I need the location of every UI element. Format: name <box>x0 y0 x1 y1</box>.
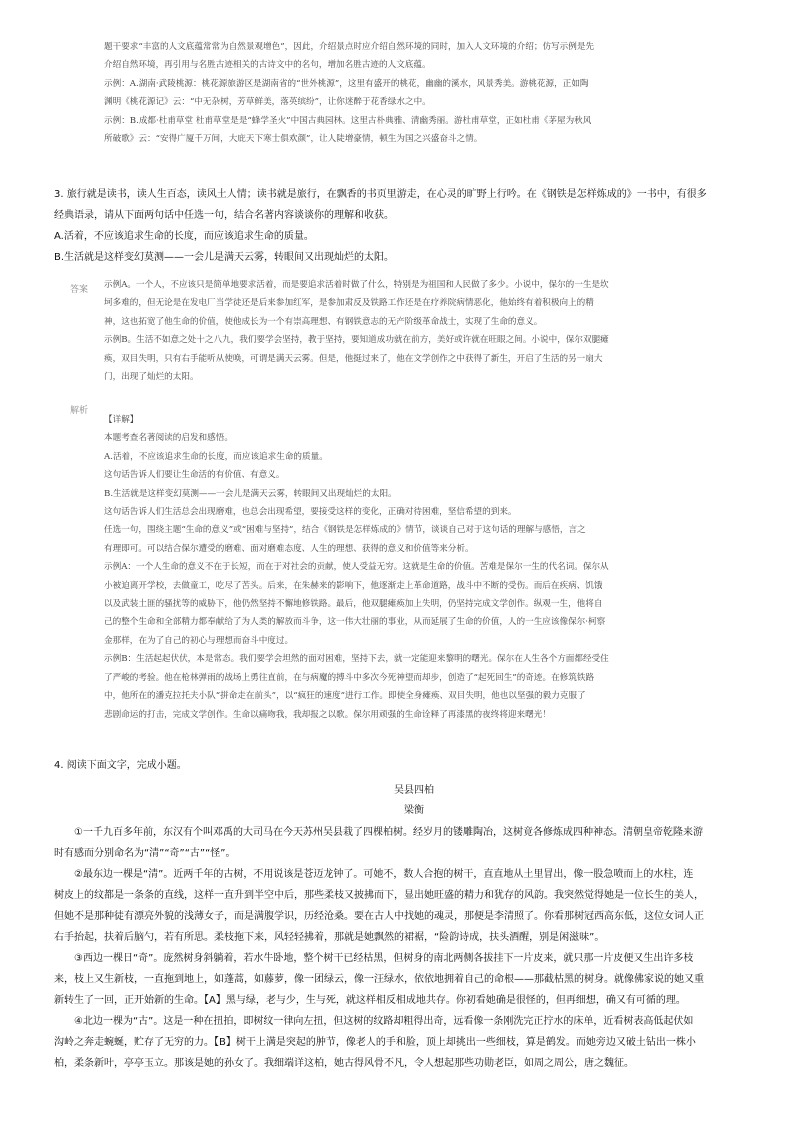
analysis-line: A.活着，不应该追求生命的长度，而应该追求生命的质量。 <box>104 451 328 462</box>
passage-author: 梁衡 <box>404 805 424 816</box>
question-3-line: 3. 旅行就是读书，读人生百态，读风土人情；读书就是旅行，在飘香的书页里游走，在心灵的旷野上行吟。在《钢铁是怎样炼成的》一书中，有很多 <box>54 189 707 200</box>
previous-answer-continuation <box>104 38 764 148</box>
analysis-line: B.生活就是这样变幻莫测——一会儿是满天云雾，转眼间又出现灿烂的太阳。 <box>104 488 397 499</box>
analysis-line: 【详解】 <box>104 415 139 425</box>
paragraph-line: ③西边一棵日“奇”。庞然树身斜躺着，若水牛卧地，整个树干已经枯黑，但树身的南北两侧各拔挂下一片皮来，就只那一片皮便又生出许多枝 <box>74 953 694 964</box>
analysis-line: 了严峻的考验。他在枪林弹雨的战场上勇往直前，在与病魔的搏斗中多次今死神望而却步，创造了“起死回生”的奇迹。在修筑铁路 <box>104 672 595 683</box>
text-line: 题干要求“丰富的人文底蕴常常为自然景观增色”，因此，介绍景点时应介绍自然环境的同时，加入人文环境的介绍；仿写示例是先 <box>104 42 595 52</box>
paragraph-line: 柏，柔条新叶，亭亭玉立。那该是她的孙女了。我细端详这柏，她古得风骨不凡，令人想起那些功勋老臣，如周之周公，唐之魏征。 <box>54 1058 634 1069</box>
question-4-stem: 4. 阅读下面文字，完成小题。 <box>54 760 187 771</box>
analysis-label: 解析 <box>70 406 89 416</box>
analysis-line: 这句话告诉人们生活总会出现磨难，也总会出现希望，要接受这样的变化，正确对待困难，坚信希望的到来。 <box>104 507 517 518</box>
paragraph-line: 来，枝上又生新枝，一直拖到地上，如蓬蒿，如藤萝，像一团绿云，像一汪绿水，依依地拥着自己的命根——那截枯黑的树身。就像佛家说的她又重 <box>54 974 704 985</box>
paragraph-line: 新转生了一回，正开始新的生命。【A】黑与绿，老与少，生与死，就这样相反相成地共存。你初看她确是很怪的，但再细想，确又有可循的理。 <box>54 995 686 1006</box>
text-line: 示例：B.成都·杜甫草堂 杜甫草堂是是“蜂学圣火”中国古典园林。这里古朴典雅、清幽秀丽。游杜甫草堂，正如杜甫《茅屋为秋风 <box>104 115 592 126</box>
paragraph-line: ②最东边一棵是“清”。近两千年的古树，不用说该是苍迈龙钟了。可她不，数人合抱的树干，直直地从土里冒出，像一股急喷而上的水柱，连 <box>74 869 694 880</box>
analysis-line: 示例B：生活起起伏伏，本是常态。我们要学会坦然的面对困难，坚持下去，就一定能迎来黎明的曙光。保尔在人生各个方面都经受住 <box>104 654 609 665</box>
option-b: B.生活就是这样变幻莫测——一会儿是满天云雾，转眼间又出现灿烂的太阳。 <box>54 252 395 263</box>
paragraph-line: ①一千九百多年前，东汉有个叫邓禹的大司马在今天苏州吴县栽了四棵柏树。经岁月的镂雕陶冶，这树竟各修炼成四种神态。清朝皇帝乾隆来游 <box>74 827 703 838</box>
paragraph-line: 沟岭之奔走蜿蜒，贮存了无穷的力。【B】树干上满是突起的肿节，像老人的手和脸，顶上却挑出一些细枝，算是鹤发。而她旁边又破土钻出一株小 <box>54 1037 696 1048</box>
paragraph-line: 树皮上的纹都是一条条的直线，这样一直升到半空中后，那些柔枝又披拂而下，显出她旺盛的精力和犹存的风韵。我突然觉得她是一位长生的美人， <box>54 890 704 901</box>
paragraph-line: 右手抬起，扶着后脑勺，若有所思。柔枝拖下来，风轻轻拂着，那就是她飘然的裙裾，“险韵诗成，扶头酒醒，别是闲滋味”。 <box>54 932 605 943</box>
text-line: 所破歌》云：“安得广厦千万间，大庇天下寒士俱欢颜”，让人陡增豪情，顿生为国之兴盛奋斗之情。 <box>104 134 483 145</box>
answer-line: 神，这也拓宽了他生命的价值，使他成长为一个有崇高理想、有钢铁意志的无产阶级革命战士，实现了生命的意义。 <box>104 316 543 327</box>
text-line: 渊明《桃花源记》云：“中无杂树，芳草鲜美，落英缤纷”，让你迷醉于花香绿水之中。 <box>104 97 431 108</box>
paragraph-line: 但她不是那种徒有漂亮外貌的浅薄女子，而是满腹学识，历经沧桑。要在古人中找她的魂灵，那便是李清照了。你看那树冠西高东低，这位女词人正 <box>54 911 704 922</box>
analysis-line: 己的整个生命和全部精力都奉献给了为人类的解放而斗争，这一伟大壮丽的事业，从而延展了生命的价值，人的一生应该像保尔·柯察 <box>104 617 606 628</box>
option-a: A.活着，不应该追求生命的长度，而应该追求生命的质量。 <box>54 231 314 242</box>
answer-line: 痪，双目失明，只有右手能听从使唤，可谓是满天云雾。但是，他挺过来了，他在文学创作之中获得了新生，开启了生活的另一扇大 <box>104 353 603 364</box>
answer-line: 示例B。生活不如意之处十之八九，我们要学会坚持，教于坚持，要知道成功就在前方，美好或许就在旺眼之间。小说中，保尔双腿瘫 <box>104 335 609 346</box>
analysis-line: 金那样，在为了自己的初心与理想而奋斗中度过。 <box>104 635 294 646</box>
paragraph-line: 时有感而分别命名为“清”“奇”“古”“怪”。 <box>54 848 236 859</box>
passage-body <box>54 822 774 1074</box>
analysis-line: 示例A：一个人生命的意义不在于长短，而在于对社会的贡献，使人受益无穷。这就是生命的价值。苦难是保尔一生的代名词。保尔从 <box>104 562 609 573</box>
analysis-line: 本题考查名著阅读的启发和感悟。 <box>104 433 233 444</box>
analysis-line: 中，他所在的潘克拉托夫小队“拼命走在前头”，以“疯狂的速度”进行工作。即使全身瘫痪、双目失明，他也以坚强的毅力克服了 <box>104 691 586 702</box>
answer-line: 坷多难的，但无论是在发电厂当学徒还是后来参加红军，是参加肃反及铁路工作还是在疗养院病情恶化，他始终有着积极向上的精 <box>104 298 594 309</box>
analysis-line: 以及武装土匪的骚扰等的威胁下，他仍然坚持不懈地修铁路。最后，他双腿瘫痪加上失明，仍坚持完成文学创作。纵观一生，他将自 <box>104 599 603 610</box>
text-line: 示例：A.湖南·武陵桃源：桃花源旅游区是湖南省的“世外桃源”，这里有盛开的桃花，幽幽的溪水，风景秀美。游桃花源，正如陶 <box>104 78 589 89</box>
question-3-line: 经典语录，请从下面两句话中任选一句，结合名著内容谈谈你的理解和收获。 <box>54 210 394 221</box>
passage-title: 吴县四柏 <box>394 785 434 796</box>
answer-line: 门，出现了灿烂的太阳。 <box>104 372 199 383</box>
text-line: 介绍自然环境，再引用与名胜古迹相关的古诗文中的名句，增加名胜古迹的人文底蕴。 <box>104 60 431 71</box>
analysis-line: 任选一句，围绕主题“生命的意义”或“困难与坚持”，结合《钢铁是怎样炼成的》情节，谈谈自己对于这句话的理解与感悟，言之 <box>104 525 586 536</box>
analysis-line: 小被迫离开学校，去做童工，吃尽了苦头。后来，在朱赫来的影响下，他逐渐走上革命道路，战斗中不断的受伤。而后在疾病、饥饿 <box>104 580 603 591</box>
question-3-stem <box>54 184 774 268</box>
analysis-line: 有理即可。可以结合保尔遭受的磨难、面对磨难态度、人生的理想、获得的意义和价值等来分析。 <box>104 543 474 554</box>
analysis-block <box>104 411 764 724</box>
answer-line: 示例A。一个人，不应该只是简单地要求活着，而是要追求活着时做了什么，特别是为祖国和人民做了多少。小说中，保尔的一生是坎 <box>104 280 609 290</box>
answer-label: 答案 <box>70 285 89 295</box>
paragraph-line: ④北边一棵为“古”。这是一种在扭拍，即树纹一律向左扭，但这树的纹路却粗得出奇，远看像一条刚洗完正拧水的床单，近看树表高低起伏如 <box>74 1016 694 1027</box>
answer-block <box>104 276 764 386</box>
analysis-line: 悲剧命运的打击，完成文学创作。生命以痛吻我，我却报之以歌。保尔用顽强的生命诠释了再漆黑的夜终将迎来曙光！ <box>104 709 551 720</box>
analysis-line: 这句话告诉人们要让生命活的有价值、有意义。 <box>104 470 285 481</box>
